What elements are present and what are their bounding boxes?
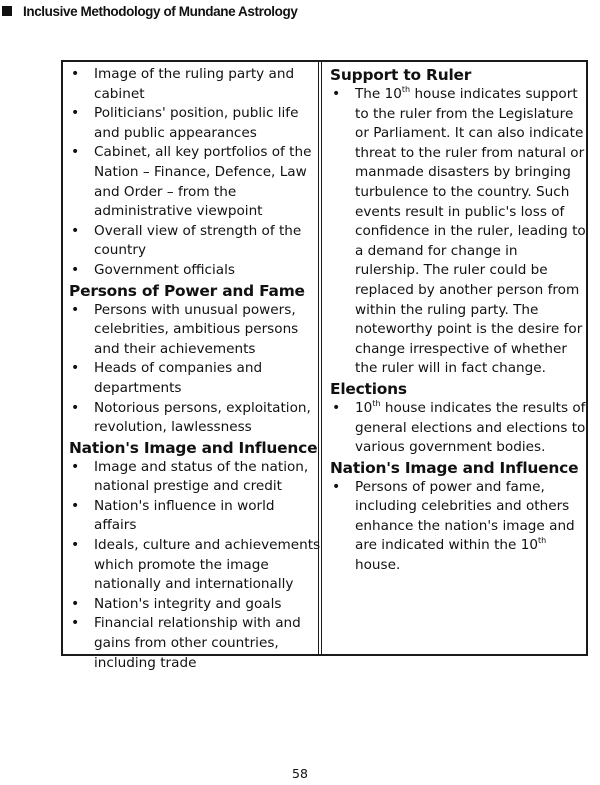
section-heading-elections: Elections xyxy=(330,379,407,398)
section-heading-persons-of-power: Persons of Power and Fame xyxy=(69,281,305,300)
page-number: 58 xyxy=(292,766,308,781)
support-to-ruler-list xyxy=(330,85,586,379)
list-item: • Politicians' position, public life and public appearances xyxy=(69,104,321,143)
list-item: • Financial relationship with and gains from other countries, including trade xyxy=(69,614,321,673)
left-column xyxy=(63,62,322,671)
list-item: • Heads of companies and departments xyxy=(69,359,321,398)
list-item: • Image and status of the nation, national prestige and credit xyxy=(69,458,321,497)
list-item: • Nation's influence in world affairs xyxy=(69,497,321,536)
list-item: • Ideals, culture and achievements which promote the image nationally and internationally xyxy=(69,536,321,595)
section-heading-nations-image-right: Nation's Image and Influence xyxy=(330,458,579,477)
nations-image-list-right xyxy=(330,478,586,576)
nations-image-list-left xyxy=(69,458,321,674)
list-item: • Persons with unusual powers, celebrities, ambitious persons and their achievements xyxy=(69,301,321,360)
persons-of-power-list xyxy=(69,301,321,438)
section-heading-support-to-ruler: Support to Ruler xyxy=(330,66,472,84)
elections-list xyxy=(330,399,586,458)
list-item: • Nation's integrity and goals xyxy=(69,595,321,615)
header-square-mark xyxy=(2,6,12,16)
header-title: Inclusive Methodology of Mundane Astrology xyxy=(23,3,298,19)
list-item: • 10th house indicates the results of general elections and elections to various government bodies. xyxy=(330,399,586,458)
list-item: • Overall view of strength of the country xyxy=(69,222,321,261)
list-item: • Cabinet, all key portfolios of the Nation – Finance, Defence, Law and Order – from the administrative viewpoint xyxy=(69,143,321,221)
content-table xyxy=(61,60,588,671)
intro-list xyxy=(69,65,321,281)
running-header xyxy=(0,2,297,20)
list-item: • Image of the ruling party and cabinet xyxy=(69,65,321,104)
section-heading-nations-image-left: Nation's Image and Influence xyxy=(69,438,318,457)
list-item: • The 10th house indicates support to the ruler from the Legislature or Parliament. It can also indicate threat to the ruler from natural or manmade disasters by bringing turbulence to the country. Such events result in public's loss of confidence in the ruler, leading to a demand for change in rulership. The ruler could be replaced by another person from within the ruling party. The noteworthy point is the desire for change irrespective of whether the ruler will in fact change. xyxy=(330,85,586,379)
list-item: • Notorious persons, exploitation, revolution, lawlessness xyxy=(69,399,321,438)
right-column xyxy=(322,62,586,654)
list-item: • Government officials xyxy=(69,261,321,281)
list-item: • Persons of power and fame, including celebrities and others enhance the nation's image and are indicated within the 10th house. xyxy=(330,478,586,576)
